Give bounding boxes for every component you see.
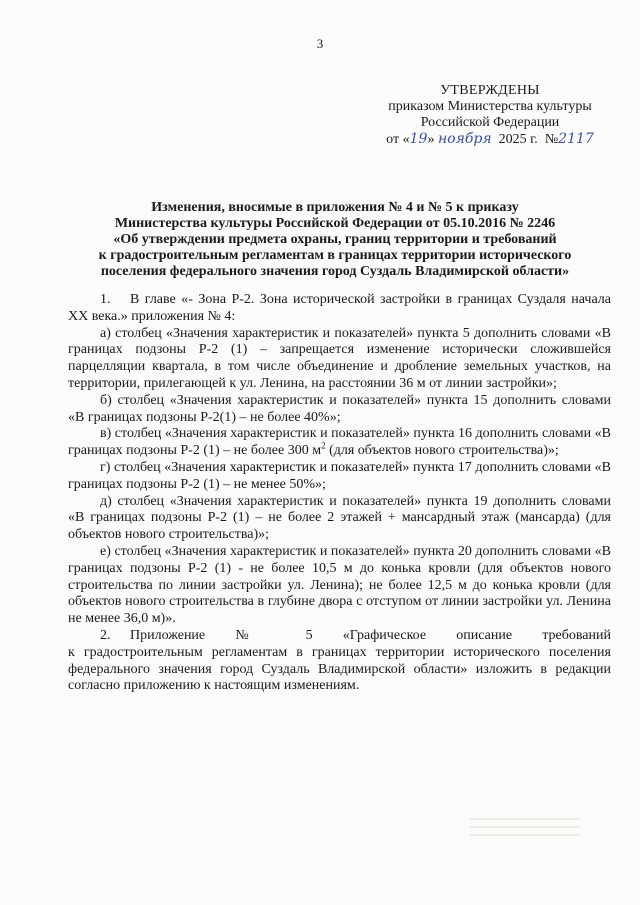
approval-date-line [360, 131, 620, 148]
item-b: б) столбец «Значения характеристик и показателей» пункта 15 дополнить словами «В границах подзоны Р-2(1) – не более 40%»; [68, 392, 611, 425]
title-line-4: к градостроительным регламентам в границах территории исторического [98, 248, 572, 263]
paragraph-1-number: 1. [100, 292, 111, 307]
approval-title: УТВЕРЖДЕНЫ [440, 83, 540, 98]
date-mid: » [427, 132, 435, 147]
title-line-5: поселения федерального значения город Суздаль Владимирской области» [100, 264, 570, 279]
paragraph-2-continued: к градостроительным регламентам в границах территории исторического поселения федерального значения город Суздаль Владимирской области» изложить в редакции согласно приложению к настоящим изменениям. [68, 644, 611, 694]
title-line-3: «Об утверждении предмета охраны, границ территории и требований [113, 232, 557, 247]
approval-line-2: Российской Федерации [420, 115, 560, 130]
paragraph-2-first-line: Приложение № 5 «Графическое описание требований [130, 627, 611, 643]
page-number: 3 [316, 36, 324, 51]
item-g: г) столбец «Значения характеристик и показателей» пункта 17 дополнить словами «В границах подзоны Р-2 (1) – не менее 50%»; [68, 459, 611, 492]
faint-watermark [470, 812, 580, 852]
number-sign: № [544, 132, 559, 147]
paragraph-1 [68, 292, 611, 326]
item-v-superscript: 2 [321, 440, 326, 451]
item-a: а) столбец «Значения характеристик и показателей» пункта 5 дополнить словами «В границах подзоны Р-2 (1) – запрещается изменение исторически сложившейся парцелляции квартала, в том числе объединение и дробление земельных участков, на территории, прилегающей к ул. Ленина, на расстоянии 36 м от линии застройки»; [68, 325, 611, 391]
item-d: д) столбец «Значения характеристик и показателей» пункта 19 дополнить словами «В границах подзоны Р-2 (1) – не более 2 этажей + мансардный этаж (мансарда) (для объектов нового строительства)»; [68, 493, 611, 543]
approval-line-1: приказом Министерства культуры [388, 99, 592, 114]
item-v-text: в) столбец «Значения характеристик и показателей» пункта 16 дополнить словами «В границах подзоны Р-2 (1) – не более 300 м [68, 426, 611, 459]
title-line-2: Министерства культуры Российской Федерации от 05.10.2016 № 2246 [114, 216, 556, 231]
paragraph-1-text: В главе «- Зона Р-2. Зона исторической застройки в границах Суздаля начала XX века.» приложения № 4: [68, 292, 611, 324]
paragraph-2 [68, 628, 611, 645]
handwritten-number: 2117 [558, 131, 594, 147]
handwritten-month: ноября [437, 131, 492, 147]
approval-stamp [360, 83, 620, 148]
item-v [68, 426, 611, 460]
title-line-1: Изменения, вносимые в приложения № 4 и № 5 к приказу [151, 200, 519, 215]
date-year: 2025 г. [498, 132, 538, 147]
document-title [70, 200, 600, 280]
handwritten-day: 19 [409, 131, 428, 147]
paragraph-2-number: 2. [100, 627, 111, 643]
date-prefix: от « [386, 132, 410, 147]
item-e: е) столбец «Значения характеристик и показателей» пункта 20 дополнить словами «В границах подзоны Р-2 (1) - не более 10,5 м до конька кровли (для объектов нового строительства по линии застройки ул. Ленина); не более 12,5 м до конька кровли (для объектов нового строительства в глубине двора с отступом от линии застройки ул. Ленина не менее 36,0 м)». [68, 543, 611, 627]
document-body [68, 292, 611, 695]
item-v-tail: (для объектов нового строительства)»; [325, 443, 559, 459]
